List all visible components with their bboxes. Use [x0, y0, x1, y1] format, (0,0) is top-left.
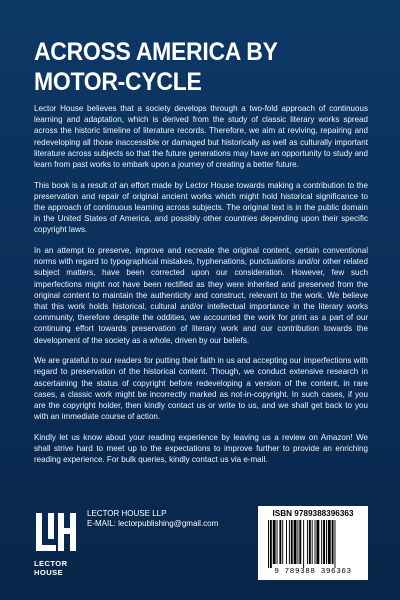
paragraph-about-corrections: In an attempt to preserve, improve and recreate the original content, certain conventional norms with regard to typographical mistakes, hyphenations, punctuations and/or other related subject matters, have been corrected upon our consideration. However, few such imperfections might not have been rectified as they were inherited and preserved from the original content to maintain the authenticity and construct, relevant to the work. We believe that this work holds historical, cultural and/or intellectual importance in the literary works community, therefore despite the oddities, we accounted the work for print as a part of our continuing effort towards preservation of literary work and our contribution towards the development of the society as a whole, driven by our beliefs.	[34, 246, 368, 345]
book-title	[34, 36, 374, 96]
isbn-label: ISBN 9789388396363	[272, 509, 354, 518]
barcode-digits: 9 789388 396363	[274, 568, 352, 576]
publisher-name: LECTOR HOUSE LLP	[87, 509, 167, 518]
isbn-barcode	[258, 506, 368, 580]
book-title-line-2: MOTOR-CYCLE	[34, 67, 202, 96]
paragraph-about-feedback: Kindly let us know about your reading experience by leaving us a review on Amazon! We shall strive hard to meet up to the expectations to improve further to provide an enriching reading experience. For bulk queries, kindly contact us via e-mail.	[34, 432, 368, 465]
lector-house-logo-icon	[34, 511, 78, 553]
book-title-line-1: ACROSS AMERICA BY	[34, 37, 278, 66]
paragraph-about-copyright: We are grateful to our readers for putting their faith in us and accepting our imperfections with regard to preservation of the historical content. Though, we conduct extensive research in ascertaining the status of copyright before redeveloping a version of the content, in rare cases, a classic work might be incorrectly marked as not-in-copyright. In such cases, if you are the copyright holder, then kindly contact us or write to us, and we shall get back to you with an immediate course of action.	[34, 356, 368, 422]
barcode-bars	[268, 520, 358, 568]
blurb-text	[34, 103, 368, 475]
publisher-footer	[34, 509, 368, 579]
paragraph-about-lector-house: Lector House believes that a society develops through a two-fold approach of continuous learning and adaptation, which is derived from the study of classic literary works spread across the historic timeline of literature records. Therefore, we aim at reviving, repairing and redeveloping all those inaccessible or damaged but historically as well as culturally important literature across subjects so that the future generations may have an opportunity to study and learn from past works to embark upon a journey of creating a better future.	[34, 104, 368, 170]
publisher-info	[87, 509, 218, 529]
publisher-email: E-MAIL: lectorpublishing@gmail.com	[87, 519, 219, 528]
paragraph-about-book: This book is a result of an effort made by Lector House towards making a contribution to the preservation and repair of original ancient works which might hold historical significance to the approach of continuous learning across subjects. The original text is in the public domain in the United States of America, and possibly other countries depending upon their specific copyright laws.	[34, 180, 368, 235]
logo-caption: LECTOR HOUSE	[34, 559, 68, 577]
